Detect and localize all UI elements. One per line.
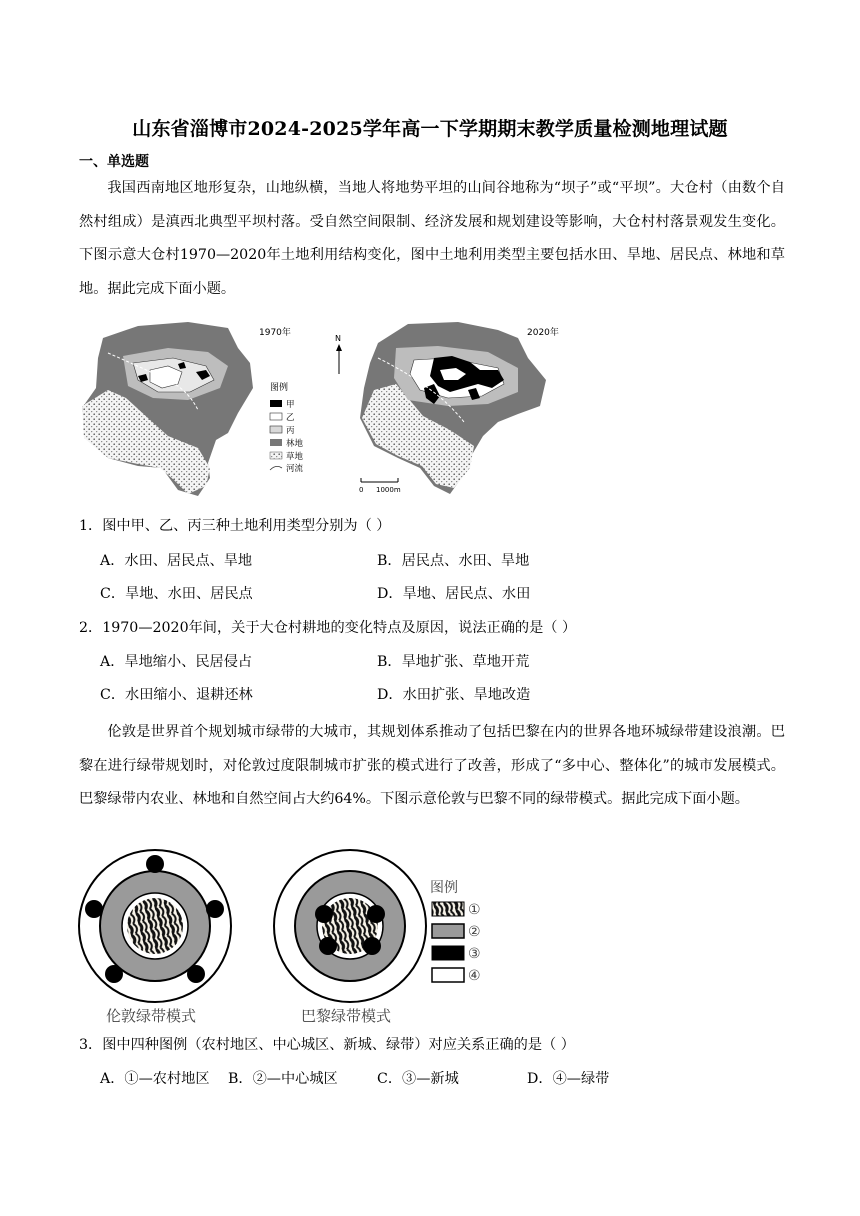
question-2-option-a[interactable]: A．旱地缩小、民居侵占 [100, 654, 253, 670]
question-3-option-c[interactable]: C．③—新城 [377, 1071, 459, 1087]
scale-length: 1000m [376, 486, 401, 494]
map-1970-label: 1970年 [259, 328, 291, 338]
legend-item-grassland: 草地 [286, 452, 304, 462]
london-label: 伦敦绿带模式 [106, 1007, 197, 1025]
scale-bar [361, 478, 398, 482]
page-title: 山东省淄博市2024-2025学年高一下学期期末教学质量检测地理试题 [132, 118, 728, 140]
question-3-option-a[interactable]: A．①—农村地区 [100, 1071, 210, 1087]
legend-item-forest: 林地 [286, 439, 304, 449]
map-2020 [360, 322, 546, 494]
passage-2: 伦敦是世界首个规划城市绿带的大城市，其规划体系推动了包括巴黎在内的世界各地环城绿带建设浪潮。巴黎在进行绿带规划时，对伦敦过度限制城市扩张的模式进行了改善，形成了“多中心、整体化”的城市发展模式。巴黎绿带内农业、林地和自然空间占大约64%。下图示意伦敦与巴黎不同的绿带模式。据此完成下面小题。 [79, 724, 785, 807]
section-heading: 一、单选题 [79, 154, 149, 170]
belt-legend [432, 902, 464, 982]
north-arrow-icon [336, 344, 342, 374]
belt-legend-title: 图例 [430, 880, 458, 896]
question-2-option-d[interactable]: D．水田扩张、旱地改造 [377, 687, 531, 703]
belt-legend-3: ③ [468, 946, 481, 962]
legend-item-yi: 乙 [286, 413, 295, 423]
question-1-option-a[interactable]: A．水田、居民点、旱地 [100, 553, 253, 569]
greenbelt-figure [76, 846, 496, 1026]
land-use-map-figure [78, 318, 578, 500]
question-1-stem: 1．图中甲、乙、丙三种土地利用类型分别为（ ） [79, 518, 391, 534]
north-label: N [335, 334, 341, 343]
question-3-option-b[interactable]: B．②—中心城区 [228, 1071, 338, 1087]
legend-item-river: 河流 [286, 464, 304, 474]
legend-item-jia: 甲 [286, 400, 295, 410]
belt-legend-2: ② [468, 924, 481, 940]
question-3-option-d[interactable]: D．④—绿带 [527, 1071, 610, 1087]
question-1-option-b[interactable]: B．居民点、水田、旱地 [377, 553, 530, 569]
paris-greenbelt-diagram [274, 850, 426, 1002]
question-1-option-c[interactable]: C．旱地、水田、居民点 [100, 586, 253, 602]
question-3-stem: 3．图中四种图例（农村地区、中心城区、新城、绿带）对应关系正确的是（ ） [79, 1037, 575, 1053]
passage-1: 我国西南地区地形复杂，山地纵横，当地人将地势平坦的山间谷地称为“坝子”或“平坝”。大仓村（由数个自然村组成）是滇西北典型平坝村落。受自然空间限制、经济发展和规划建设等影响，大仓村村落景观发生变化。下图示意大仓村1970—2020年土地利用结构变化，图中土地利用类型主要包括水田、旱地、居民点、林地和草地。据此完成下面小题。 [79, 180, 785, 297]
question-2-option-c[interactable]: C．水田缩小、退耕还林 [100, 687, 253, 703]
map-legend [270, 400, 282, 470]
belt-legend-1: ① [468, 902, 481, 918]
scale-zero: 0 [359, 486, 364, 494]
belt-legend-4: ④ [468, 968, 481, 984]
map-legend-title: 图例 [270, 383, 289, 393]
map-2020-label: 2020年 [527, 328, 559, 338]
question-1-option-d[interactable]: D．旱地、居民点、水田 [377, 586, 531, 602]
london-greenbelt-diagram [79, 850, 231, 1002]
question-2-option-b[interactable]: B．旱地扩张、草地开荒 [377, 654, 530, 670]
paris-label: 巴黎绿带模式 [301, 1007, 392, 1025]
question-2-stem: 2．1970—2020年间，关于大仓村耕地的变化特点及原因，说法正确的是（ ） [79, 620, 577, 636]
map-1970 [82, 322, 253, 496]
legend-item-bing: 丙 [286, 426, 295, 436]
